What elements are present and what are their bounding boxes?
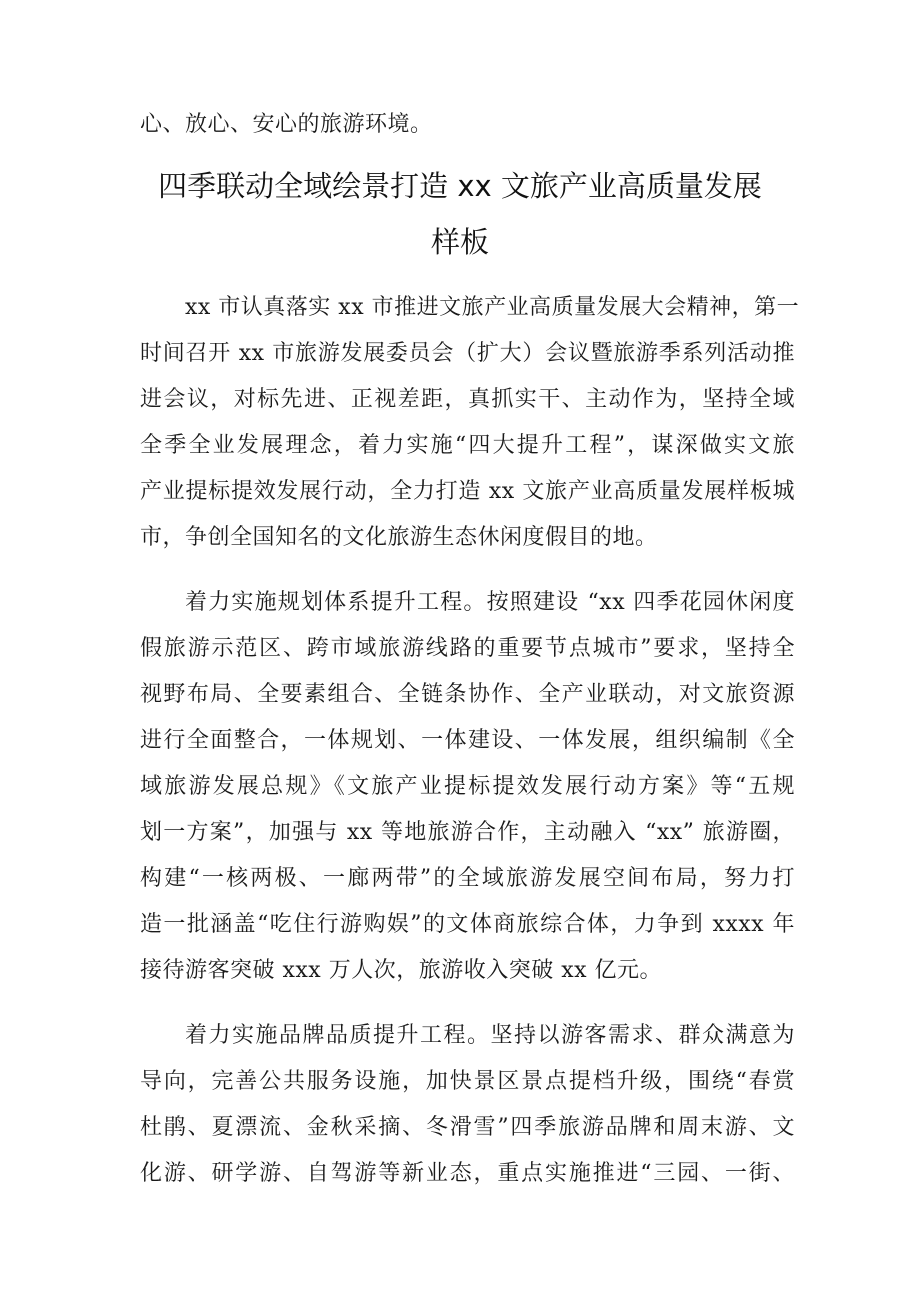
paragraph2-line: 着力实施规划体系提升工程。按照建设 “xx 四季花园休闲度 [185,590,795,615]
paragraph1-line: 时间召开 xx 市旅游发展委员会（扩大）会议暨旅游季系列活动推 [140,341,795,366]
paragraph3-line: 着力实施品牌品质提升工程。坚持以游客需求、群众满意为 [185,1023,795,1048]
paragraph1-line: 产业提标提效发展行动，全力打造 xx 文旅产业高质量发展样板城 [140,479,795,504]
paragraph2-line: 划一方案”，加强与 xx 等地旅游合作，主动融入 “xx” 旅游圈， [140,820,795,845]
paragraph3-line: 化游、研学游、自驾游等新业态，重点实施推进“三园、一街、 [140,1161,795,1186]
paragraph2-line: 构建“一核两极、一廊两带”的全域旅游发展空间布局，努力打 [140,866,795,891]
heading-line-1: 四季联动全域绘景打造 xx 文旅产业高质量发展 [158,169,762,203]
paragraph1-line: 全季全业发展理念，着力实施“四大提升工程”，谋深做实文旅 [140,433,795,458]
paragraph2-line: 视野布局、全要素组合、全链条协作、全产业联动，对文旅资源 [140,682,795,707]
heading-line-2: 样板 [430,225,489,259]
paragraph1-line: xx 市认真落实 xx 市推进文旅产业高质量发展大会精神，第一 [185,295,800,320]
paragraph2-line: 接待游客突破 xxx 万人次，旅游收入突破 xx 亿元。 [140,958,663,983]
paragraph1-line: 市，争创全国知名的文化旅游生态休闲度假目的地。 [140,525,658,550]
paragraph2-line: 假旅游示范区、跨市域旅游线路的重要节点城市”要求，坚持全 [140,636,795,661]
paragraph3-line: 导向，完善公共服务设施，加快景区景点提档升级，围绕“春赏 [140,1069,795,1094]
paragraph3-line: 杜鹃、夏漂流、金秋采摘、冬滑雪”四季旅游品牌和周末游、文 [140,1115,795,1140]
paragraph2-line: 进行全面整合，一体规划、一体建设、一体发展，组织编制《全 [140,728,795,753]
top-fragment-line: 心、放心、安心的旅游环境。 [140,112,433,137]
paragraph2-line: 造一批涵盖“吃住行游购娱”的文体商旅综合体，力争到 xxxx 年 [140,912,795,937]
paragraph2-line: 域旅游发展总规》《文旅产业提标提效发展行动方案》等“五规 [140,774,795,799]
paragraph1-line: 进会议，对标先进、正视差距，真抓实干、主动作为，坚持全域 [140,387,795,412]
